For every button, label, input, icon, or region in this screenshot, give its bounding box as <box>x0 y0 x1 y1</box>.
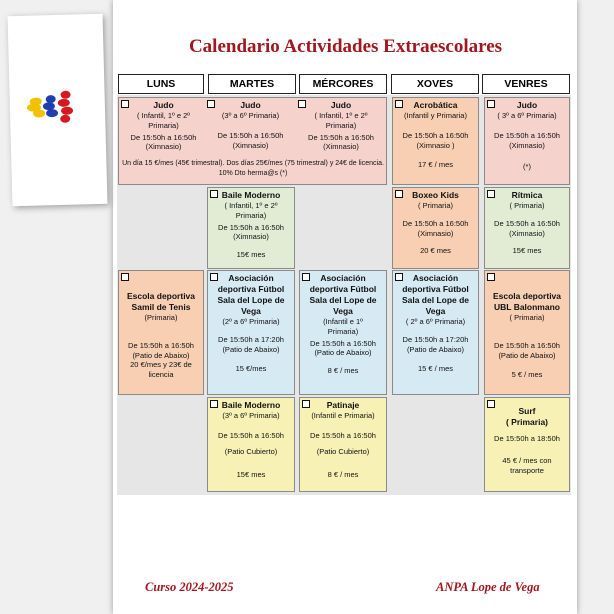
activity-price: 15€ mes <box>236 250 266 260</box>
activity-level: (Infantil e Primaria) <box>311 411 375 421</box>
activity-time: De 15:50h a 16:50h <box>130 132 197 142</box>
activity-time: De 15:50h a 16:50h <box>218 222 284 232</box>
activity-title: Sala del Lope de <box>401 295 470 306</box>
activity-card-mercores-futbol-sala <box>299 270 387 395</box>
activity-place: (Ximnasio) <box>509 140 545 150</box>
activity-time: De 15:50h a 17:20h <box>402 334 469 344</box>
activity-level: (Infantil e 1º <box>323 317 363 327</box>
checkbox[interactable] <box>298 100 306 108</box>
activity-price: 5 € / mes <box>511 370 543 380</box>
activity-card-venres-surf <box>484 397 570 492</box>
activity-level: ( Primaria) <box>509 201 545 211</box>
activity-card-mercores-patinaje <box>299 397 387 492</box>
activity-level: ( Infantil, 1º e 2º <box>136 111 190 121</box>
activity-level: ( Primaria) <box>418 201 453 211</box>
activity-card-xoves-futbol-sala <box>392 270 479 395</box>
activity-card-martes-futbol-sala <box>207 270 295 395</box>
activity-title: Asociación <box>320 273 366 283</box>
activity-time: De 15:50h a 16:50h <box>402 218 469 228</box>
activity-title: UBL Balonmano <box>494 302 560 313</box>
activity-level: ( Infantil, 1º e 2º <box>314 111 368 121</box>
day-header-xoves: XOVES <box>391 74 479 94</box>
activity-card-venres-balonmano <box>484 270 570 395</box>
activity-time: De 15:50h a 16:50h <box>308 132 374 142</box>
activity-place: (Patio de Abaixo) <box>498 350 556 360</box>
activity-title: Boxeo Kids <box>412 190 459 200</box>
activity-price: 20 € mes <box>420 246 451 256</box>
checkbox[interactable] <box>302 273 310 281</box>
activity-title: Judo <box>153 100 174 110</box>
activity-card-martes-baile-moderno-2 <box>207 397 295 492</box>
activity-place: (Ximnasio ) <box>416 140 455 150</box>
activity-place: (Patio Cubierto) <box>224 446 278 456</box>
activity-time: De 15:50h a 16:50h <box>402 130 469 140</box>
activity-title: Vega <box>333 306 353 317</box>
activity-level: Primaria) <box>327 326 359 336</box>
checkbox[interactable] <box>487 100 495 108</box>
activity-level: Primaria) <box>148 120 179 130</box>
activity-title: deportiva Fútbol <box>309 284 377 295</box>
checkbox[interactable] <box>210 273 218 281</box>
activity-time: De 15:50h a 16:50h <box>217 130 284 140</box>
activity-price: licencia <box>148 370 174 380</box>
activity-time: De 15:50h a 16:50h <box>310 430 376 440</box>
activity-title: ( Primaria) <box>505 417 549 428</box>
activity-price: 17 € / mes <box>417 160 454 170</box>
activity-level: (Primaria) <box>144 313 178 323</box>
activity-place: (Patio de Abaixo) <box>222 344 280 354</box>
activity-title: Judo <box>330 100 352 110</box>
activity-place: (Patio de Abaixo) <box>132 350 190 360</box>
activity-price: transporte <box>510 465 544 475</box>
activity-price: 15€ mes <box>236 470 266 480</box>
activity-price: 20 €/mes y 23€ de <box>130 360 192 370</box>
activity-time: De 15:50h a 16:50h <box>494 218 560 228</box>
activity-place: (Patio Cubierto) <box>316 446 370 456</box>
activity-title: Asociación <box>412 273 459 283</box>
activity-level: (2º a 6º Primaria) <box>222 317 280 327</box>
activity-place: (Patio de Abaixo) <box>406 344 465 354</box>
activity-time: De 15:50h a 16:50h <box>310 338 376 348</box>
activity-level: Primaria) <box>325 120 357 130</box>
activity-title: Escola deportiva <box>126 291 196 301</box>
checkbox[interactable] <box>487 190 495 198</box>
activity-price: 8 € / mes <box>327 366 359 376</box>
checkbox[interactable] <box>121 100 129 108</box>
checkbox[interactable] <box>121 273 129 281</box>
activity-title: deportiva Fútbol <box>402 284 469 295</box>
activity-card-luns-tenis <box>118 270 204 395</box>
activity-card-venres-judo <box>484 97 570 185</box>
activity-title: Baile Moderno <box>221 400 281 410</box>
activity-level: ( Infantil, 1º e 2º <box>224 201 278 211</box>
activity-price: 15 €/mes <box>235 364 267 374</box>
day-header-mercores: MÉRCORES <box>299 74 387 94</box>
activity-card-xoves-acrobatica <box>392 97 479 185</box>
activity-note: (*) <box>523 162 531 172</box>
activity-title: Escola deportiva <box>492 291 562 301</box>
day-header-martes: MARTES <box>208 74 296 94</box>
activity-level: Primaria) <box>235 210 267 220</box>
activity-level: (Infantil y Primaria) <box>404 111 467 121</box>
page-title: Calendario Actividades Extraescolares <box>188 36 503 57</box>
activity-title: Acrobática <box>413 100 458 110</box>
judo-price-note: Un día 15 €/mes (45€ trimestral). Dos días 25€/mes (75 trimestral) y 24€ de licencia. 10% Dto herma@s (*) <box>122 160 384 178</box>
colored-figures-logo <box>23 76 91 138</box>
activity-time: De 15:50h a 17:20h <box>218 334 284 344</box>
activity-time: De 15:50h a 18:50h <box>494 434 560 444</box>
activity-card-xoves-boxeo-kids <box>392 187 479 269</box>
activity-time: De 15:50h a 16:50h <box>218 430 284 440</box>
activity-time: De 15:50h a 16:50h <box>494 130 560 140</box>
activity-title: deportiva Fútbol <box>217 284 285 295</box>
activity-place: (Ximnasio) <box>145 142 182 152</box>
activity-price: 15 € / mes <box>417 364 454 374</box>
activity-title: Asociación <box>228 273 274 283</box>
activity-price: 15€ mes <box>512 246 542 256</box>
activity-title: Sala del Lope de <box>217 295 285 306</box>
checkbox[interactable] <box>395 100 403 108</box>
logo-sticker <box>8 14 108 206</box>
activity-price: 45 € / mes con <box>502 455 552 465</box>
checkbox[interactable] <box>207 100 215 108</box>
activity-place: (Patio de Abaixo) <box>314 348 372 358</box>
activity-level: ( Primaria) <box>509 313 545 323</box>
checkbox[interactable] <box>210 400 218 408</box>
activity-title: Patinaje <box>326 400 360 410</box>
checkbox[interactable] <box>487 400 495 408</box>
checkbox[interactable] <box>210 190 218 198</box>
activity-place: (Ximnasio) <box>509 228 545 238</box>
day-header-luns: LUNS <box>118 74 204 94</box>
checkbox[interactable] <box>395 273 403 281</box>
activity-place: (Ximnasio) <box>417 228 454 238</box>
checkbox[interactable] <box>487 273 495 281</box>
activity-time: De 15:50h a 16:50h <box>128 340 194 350</box>
footer-course: Curso 2024-2025 <box>145 580 234 594</box>
activity-title: Vega <box>425 306 446 317</box>
activity-level: (3º a 6º Primaria) <box>222 411 280 421</box>
activity-title: Rítmica <box>511 190 543 200</box>
activity-time: De 15:50h a 16:50h <box>494 340 560 350</box>
activity-place: (Ximnasio) <box>232 140 269 150</box>
checkbox[interactable] <box>395 190 403 198</box>
activity-level: ( 3º a 6º Primaria) <box>497 111 557 121</box>
activity-place: (Ximnasio) <box>233 232 269 242</box>
activity-level: ( 2º a 6º Primaria) <box>405 317 466 327</box>
activity-title: Surf <box>518 406 536 416</box>
activity-level: (3º a 6º Primaria) <box>221 111 280 121</box>
activity-title: Vega <box>241 306 261 317</box>
activity-price: 8 € / mes <box>327 470 359 480</box>
activity-title: Samil de Tenis <box>131 302 191 313</box>
activity-place: (Ximnasio) <box>323 142 359 152</box>
activity-title: Sala del Lope de <box>309 295 377 306</box>
activity-card-venres-ritmica <box>484 187 570 269</box>
day-header-venres: VENRES <box>482 74 570 94</box>
footer-organization: ANPA Lope de Vega <box>436 580 540 594</box>
activity-title: Baile Moderno <box>221 190 281 200</box>
activity-title: Judo <box>516 100 538 110</box>
activity-card-martes-baile-moderno <box>207 187 295 269</box>
checkbox[interactable] <box>302 400 310 408</box>
activity-title: Judo <box>240 100 261 110</box>
